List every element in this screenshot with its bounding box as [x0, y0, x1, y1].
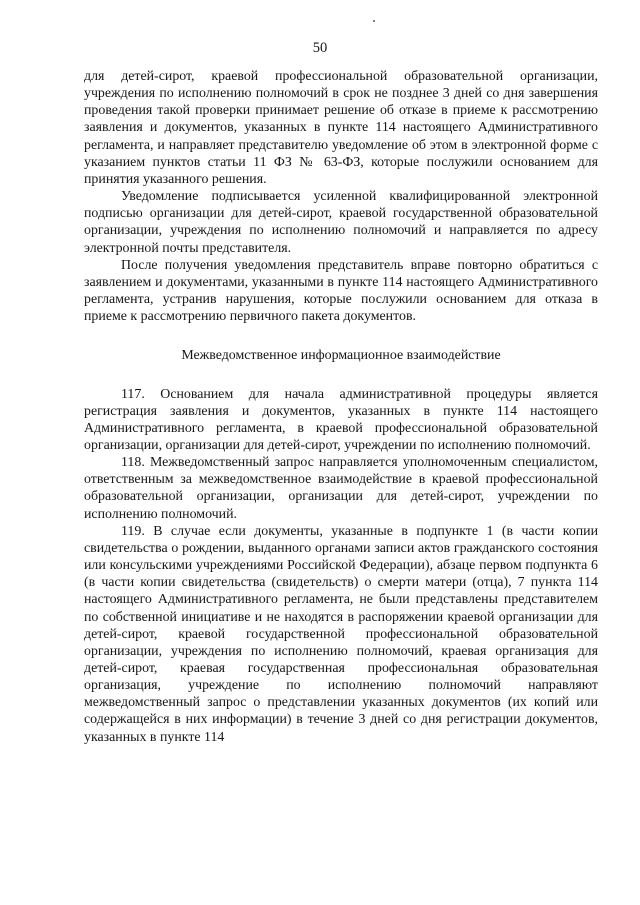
document-body — [84, 68, 598, 746]
paragraph-notification-signature: Уведомление подписывается усиленной квалифицированной электронной подписью организации для детей-сирот, краевой государственной образовательной организации, учреждения по исполнению полномочий и направляется по адресу электронной почты представителя. — [84, 189, 598, 256]
section-heading: Межведомственное информационное взаимодействие — [181, 348, 501, 364]
paragraph-repeat-application: После получения уведомления представитель вправе повторно обратиться с заявлением и документами, указанными в пункте 114 настоящего Административного регламента, устранив нарушения, которые послужили основанием для отказа в приеме к рассмотрению первичного пакета документов. — [84, 257, 598, 325]
paragraph-119: 119. В случае если документы, указанные в подпункте 1 (в части копии свидетельства о рождении, выданного органами записи актов гражданского состояния или консульскими учреждениями Российской Федерации), абзаце первом подпункта 6 (в части копии свидетельства (свидетельств) о смерти матери (отца), 7 пункта 114 настоящего Административного регламента, не были представлены представителем по собственной инициативе и не находятся в распоряжении краевой организации для детей-сирот, краевой государственной профессиональной образовательной организации, учреждения по исполнению полномочий, краевая организация для детей-сирот, краевая государственная профессиональная образовательная организация, учреждение по исполнению полномочий направляют межведомственный запрос о представлении указанных документов (их копий или содержащейся в них информации) в течение 3 дней со дня регистрации документов, указанных в пункте 114 — [84, 523, 598, 745]
paragraph-118: 118. Межведомственный запрос направляется уполномоченным специалистом, ответственным за межведомственное взаимодействие в краевой профессиональной образовательной организации, организации для детей-сирот, учреждении по исполнению полномочий. — [84, 455, 598, 522]
paragraph-continuation: для детей-сирот, краевой профессиональной образовательной организации, учреждения по исполнению полномочий в срок не позднее 3 дней со дня завершения проведения такой проверки принимает решение об отказе в приеме к рассмотрению заявления и документов, указанных в пункте 114 настоящего Административного регламента, и направляет представителю уведомление об этом в электронной форме с указанием пунктов статьи 11 ФЗ № 63-ФЗ, которые послужили основанием для принятия указанного решения. — [84, 69, 598, 187]
paragraph-117: 117. Основанием для начала административной процедуры является регистрация заявления и документов, указанных в пункте 114 настоящего Административного регламента, в краевой профессиональной образовательной организации, организации для детей-сирот, учреждении по исполнению полномочий. — [84, 386, 598, 453]
page-number: 50 — [312, 40, 328, 56]
scan-speck — [373, 20, 375, 22]
